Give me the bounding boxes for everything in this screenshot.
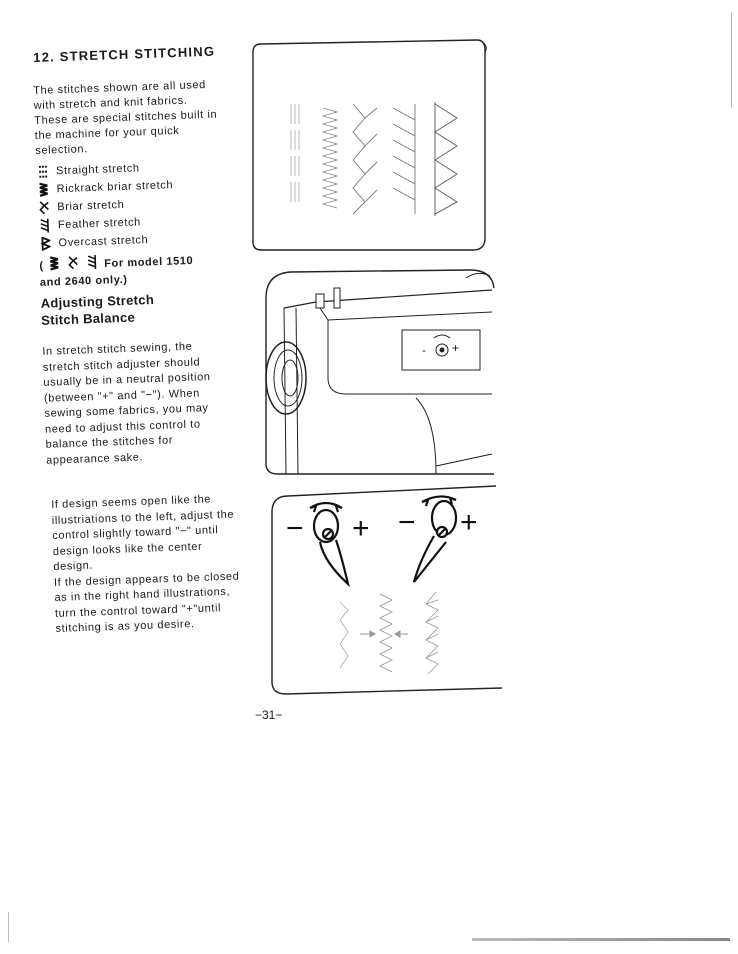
subheading-line-1: Adjusting Stretch [40,291,155,311]
stitch-label: Rickrack briar stretch [56,178,174,195]
subheading-line-2: Stitch Balance [40,309,136,328]
machine-adjuster-figure [256,268,498,478]
fig3-left-plus: + [352,512,370,545]
left-adjuster-dial [310,503,348,584]
feather-stretch-icon [87,255,98,274]
stitch-patterns-figure [245,38,495,258]
model-note [39,250,230,291]
rickrack-briar-stretch-icon [50,256,59,275]
stitch-label: Straight stretch [55,161,140,177]
feather-stretch-icon [38,218,52,232]
closed-design-paragraph: If the design appears to be closed as in the right hand illustrations, turn the control toward "+"until stitching is as you desire. [53,569,240,635]
adjust-column [51,491,246,637]
stitch-label: Feather stretch [57,215,142,231]
stitch-label: Briar stretch [57,198,125,213]
fig2-minus-label: - [422,343,426,357]
rickrack-briar-stretch-icon [36,182,50,196]
stitch-list [36,156,229,253]
model-note-prefix: ( [39,260,44,273]
model-note-text: For model 1510 [104,254,194,271]
intro-paragraph: The stitches shown are all used with stretch and knit fabrics. These are special stitches built in the machine for your quick selection. [33,78,218,157]
scan-edge-mark [731,12,732,108]
briar-stretch-icon [37,200,51,214]
handwheel [266,342,306,414]
scan-edge-mark [8,912,9,942]
closed-stitch-sample [426,592,438,674]
section-title: 12. STRETCH STITCHING [33,43,216,65]
model-note-suffix: and 2640 only.) [39,273,128,289]
overcast-stretch-icon [38,236,52,250]
stitch-label: Overcast stretch [58,233,149,249]
balanced-stitch-sample [380,594,392,672]
subheading [40,288,231,329]
briar-stretch-icon [68,256,79,275]
balance-dial-figure [268,482,504,702]
fig3-left-minus: − [286,512,304,545]
open-stitch-sample [340,602,348,668]
fig3-right-plus: + [460,506,478,539]
balance-paragraph: In stretch stitch sewing, the stretch stitch adjuster should usually be in a neutral position (between "+" and "−"). When sewing some fabrics, you may need to adjust this control to balance the stitches for appearance sake. [42,340,211,467]
intro-column [33,77,236,468]
right-adjuster-dial [414,496,456,582]
bottom-rule [472,938,730,941]
fig3-right-minus: − [398,506,416,539]
straight-stretch-icon [36,165,50,177]
fig2-plus-label: + [452,341,460,355]
arrow-from-right [395,631,408,637]
arrow-toward-center [360,631,375,637]
open-design-paragraph: If design seems open like the illustriations to the left, adjust the control slightly toward "−" until design looks like the center design. [51,493,235,573]
page-number: −31− [255,708,283,722]
